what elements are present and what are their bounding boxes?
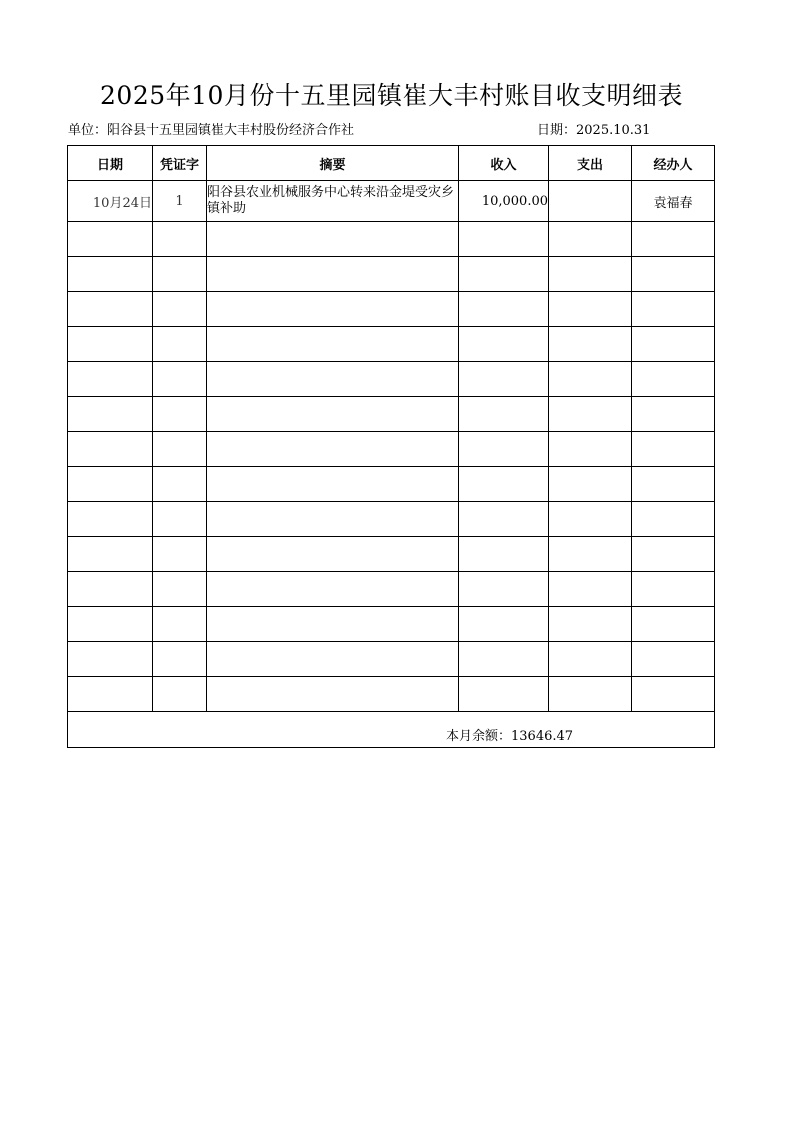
voucher-cell: [153, 397, 207, 432]
table-row: [68, 362, 715, 397]
summary-cell: [207, 397, 459, 432]
date-cell: [68, 467, 153, 502]
summary-cell: [207, 432, 459, 467]
summary-cell: [207, 327, 459, 362]
date-cell: [68, 537, 153, 572]
date-cell: [68, 397, 153, 432]
income-cell: [459, 327, 549, 362]
balance-row: [68, 712, 715, 748]
table-row: [68, 432, 715, 467]
expense-cell: [549, 181, 632, 222]
voucher-cell: [153, 537, 207, 572]
expense-cell: [549, 397, 632, 432]
voucher-cell: [153, 432, 207, 467]
summary-cell: [207, 257, 459, 292]
page-title: 2025年10月份十五里园镇崔大丰村账目收支明细表: [100, 81, 683, 110]
handler-cell: [632, 502, 715, 537]
expense-cell: [549, 257, 632, 292]
expense-cell: [549, 607, 632, 642]
handler-cell: [632, 257, 715, 292]
handler-cell: [632, 362, 715, 397]
handler-cell: [632, 467, 715, 502]
expense-cell: [549, 292, 632, 327]
voucher-cell: [153, 642, 207, 677]
summary-cell: [207, 222, 459, 257]
summary-cell: [207, 467, 459, 502]
income-cell: [459, 502, 549, 537]
column-header-handler: 经办人: [632, 146, 715, 181]
voucher-cell: [153, 502, 207, 537]
column-header-income: 收入: [459, 146, 549, 181]
summary-cell: [207, 292, 459, 327]
table-row: [68, 642, 715, 677]
summary-cell: [207, 502, 459, 537]
handler-cell: [632, 292, 715, 327]
income-cell: [459, 432, 549, 467]
expense-cell: [549, 642, 632, 677]
table-row: [68, 222, 715, 257]
income-cell: [459, 222, 549, 257]
voucher-cell: [153, 607, 207, 642]
expense-cell: [549, 467, 632, 502]
date-cell: [68, 257, 153, 292]
handler-cell: [632, 642, 715, 677]
handler-cell: [632, 607, 715, 642]
handler-cell: [632, 677, 715, 712]
table-row: [68, 572, 715, 607]
column-header-summary: 摘要: [207, 146, 459, 181]
handler-cell: [632, 327, 715, 362]
expense-cell: [549, 677, 632, 712]
expense-cell: [549, 502, 632, 537]
column-header-voucher: 凭证字: [153, 146, 207, 181]
income-cell: [459, 467, 549, 502]
expense-cell: [549, 327, 632, 362]
month-balance: 本月余额：13646.47: [446, 729, 574, 744]
header-row: [68, 146, 715, 181]
expense-cell: [549, 432, 632, 467]
income-cell: [459, 537, 549, 572]
table-row: [68, 537, 715, 572]
date-cell: [68, 362, 153, 397]
voucher-cell: [153, 677, 207, 712]
income-cell: [459, 397, 549, 432]
summary-cell: 阳谷县农业机械服务中心转来沿金堤受灾乡镇补助: [207, 181, 459, 222]
summary-cell: [207, 607, 459, 642]
unit-label: 单位：阳谷县十五里园镇崔大丰村股份经济合作社: [68, 123, 355, 138]
date-cell: 10月24日: [68, 181, 153, 222]
summary-cell: [207, 362, 459, 397]
handler-cell: 袁福春: [632, 181, 715, 222]
voucher-cell: [153, 327, 207, 362]
date-cell: [68, 327, 153, 362]
summary-cell: [207, 677, 459, 712]
voucher-cell: [153, 292, 207, 327]
date-cell: [68, 292, 153, 327]
handler-cell: [632, 397, 715, 432]
voucher-cell: 1: [153, 181, 207, 222]
summary-cell: [207, 537, 459, 572]
table-row: [68, 467, 715, 502]
handler-cell: [632, 537, 715, 572]
income-cell: [459, 257, 549, 292]
expense-cell: [549, 537, 632, 572]
ledger-table: [67, 145, 715, 748]
table-row: [68, 257, 715, 292]
summary-cell: [207, 642, 459, 677]
date-cell: [68, 502, 153, 537]
table-row: [68, 502, 715, 537]
voucher-cell: [153, 257, 207, 292]
report-date: 日期：2025.10.31: [537, 123, 651, 138]
voucher-cell: [153, 362, 207, 397]
table-row: [68, 677, 715, 712]
table-row: [68, 607, 715, 642]
income-cell: [459, 677, 549, 712]
income-cell: [459, 572, 549, 607]
table-row: [68, 327, 715, 362]
expense-cell: [549, 572, 632, 607]
handler-cell: [632, 222, 715, 257]
summary-cell: [207, 572, 459, 607]
date-cell: [68, 432, 153, 467]
income-cell: [459, 642, 549, 677]
income-cell: [459, 292, 549, 327]
date-cell: [68, 607, 153, 642]
table-row: [68, 397, 715, 432]
income-cell: [459, 362, 549, 397]
handler-cell: [632, 432, 715, 467]
voucher-cell: [153, 467, 207, 502]
date-cell: [68, 222, 153, 257]
table-row: [68, 292, 715, 327]
handler-cell: [632, 572, 715, 607]
ledger-body: [68, 181, 715, 712]
expense-cell: [549, 362, 632, 397]
voucher-cell: [153, 222, 207, 257]
balance-cell: [68, 712, 715, 748]
income-cell: [459, 607, 549, 642]
table-row: [68, 181, 715, 222]
expense-cell: [549, 222, 632, 257]
voucher-cell: [153, 572, 207, 607]
column-header-date: 日期: [68, 146, 153, 181]
column-header-expense: 支出: [549, 146, 632, 181]
date-cell: [68, 642, 153, 677]
date-cell: [68, 572, 153, 607]
income-cell: 10,000.00: [459, 181, 549, 222]
date-cell: [68, 677, 153, 712]
